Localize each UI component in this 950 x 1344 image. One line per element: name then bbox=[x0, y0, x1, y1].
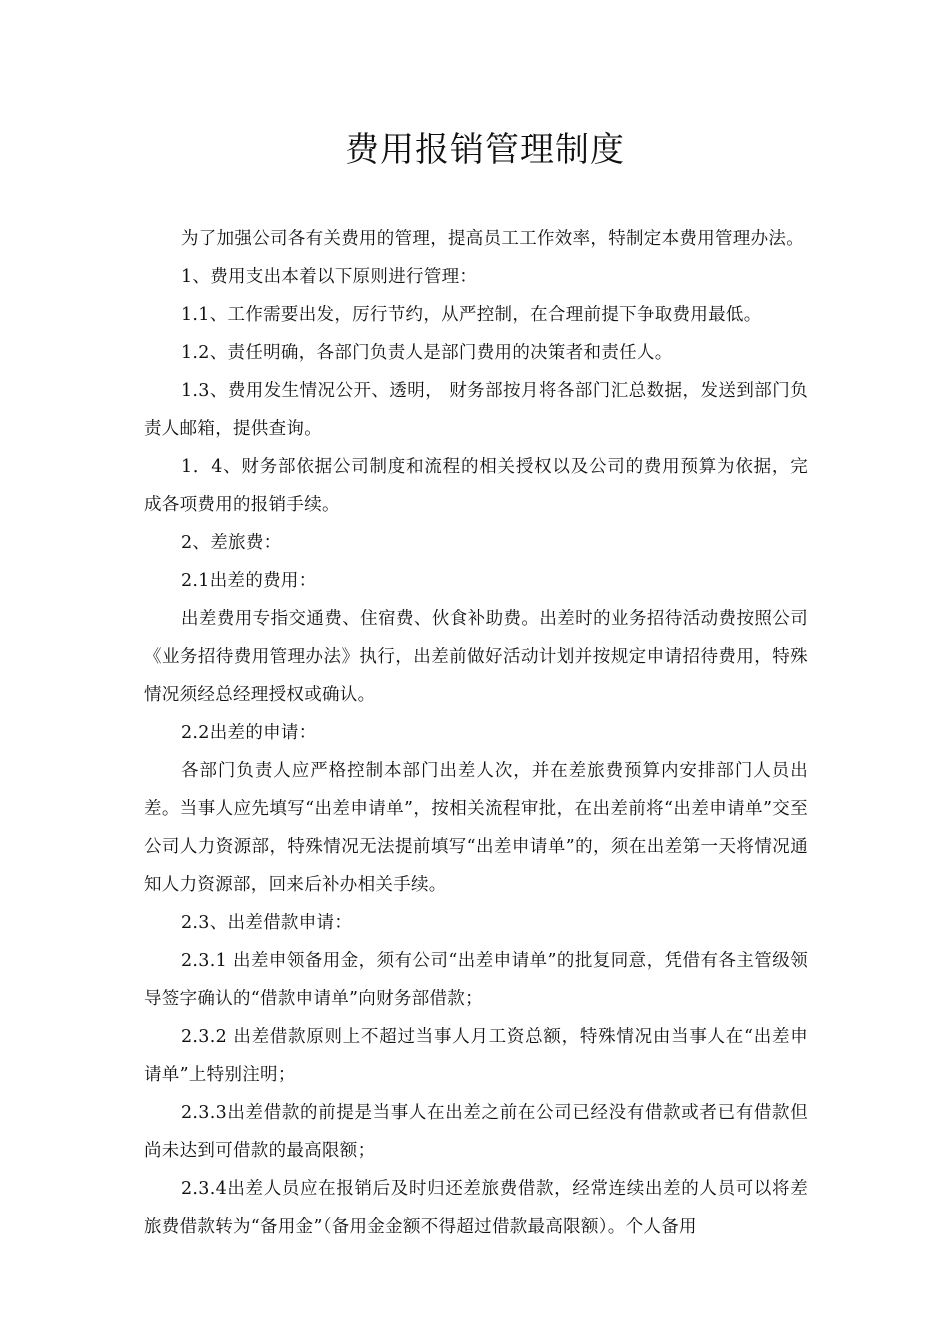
paragraph-section-2: 2、差旅费： bbox=[181, 533, 282, 553]
paragraph-1-1: 1.1、工作需要出发，厉行节约，从严控制，在合理前提下争取费用最低。 bbox=[181, 305, 762, 325]
paragraph-2-3-1: 2.3.1 出差申领备用金，须有公司“出差申请单”的批复同意，凭借有各主管级领导签字确认的“借款申请单”向财务部借款； bbox=[144, 951, 808, 1009]
paragraph-2-2-body: 各部门负责人应严格控制本部门出差人次，并在差旅费预算内安排部门人员出差。当事人应先填写“出差申请单”，按相关流程审批，在出差前将“出差申请单”交至公司人力资源部，特殊情况无法提前填写“出差申请单”的，须在出差第一天将情况通知人力资源部，回来后补办相关手续。 bbox=[144, 761, 808, 895]
document-body bbox=[144, 220, 808, 1246]
paragraph-2-3-4: 2.3.4出差人员应在报销后及时归还差旅费借款，经常连续出差的人员可以将差旅费借款转为“备用金”（备用金金额不得超过借款最高限额）。个人备用 bbox=[144, 1179, 808, 1237]
paragraph-section-1: 1、费用支出本着以下原则进行管理： bbox=[181, 267, 478, 287]
paragraph-2-2-heading: 2.2出差的申请： bbox=[181, 723, 317, 743]
paragraph-2-1-body: 出差费用专指交通费、住宿费、伙食补助费。出差时的业务招待活动费按照公司《业务招待费用管理办法》执行，出差前做好活动计划并按规定申请招待费用，特殊情况须经总经理授权或确认。 bbox=[144, 609, 808, 705]
paragraph-2-3-2: 2.3.2 出差借款原则上不超过当事人月工资总额，特殊情况由当事人在“出差申请单”上特别注明； bbox=[144, 1027, 808, 1085]
paragraph-2-3-3: 2.3.3出差借款的前提是当事人在出差之前在公司已经没有借款或者已有借款但尚未达到可借款的最高限额； bbox=[144, 1103, 808, 1161]
paragraph-2-3-heading: 2.3、出差借款申请： bbox=[181, 913, 353, 933]
paragraph-1-4: 1．4、财务部依据公司制度和流程的相关授权以及公司的费用预算为依据，完成各项费用的报销手续。 bbox=[144, 457, 808, 515]
paragraph-1-2: 1.2、责任明确，各部门负责人是部门费用的决策者和责任人。 bbox=[181, 343, 673, 363]
paragraph-2-1-heading: 2.1出差的费用： bbox=[181, 571, 317, 591]
document-title: 费用报销管理制度 bbox=[345, 130, 625, 170]
paragraph-intro: 为了加强公司各有关费用的管理，提高员工工作效率，特制定本费用管理办法。 bbox=[181, 229, 804, 249]
paragraph-1-3: 1.3、费用发生情况公开、透明， 财务部按月将各部门汇总数据，发送到部门负责人邮箱，提供查询。 bbox=[144, 381, 808, 439]
